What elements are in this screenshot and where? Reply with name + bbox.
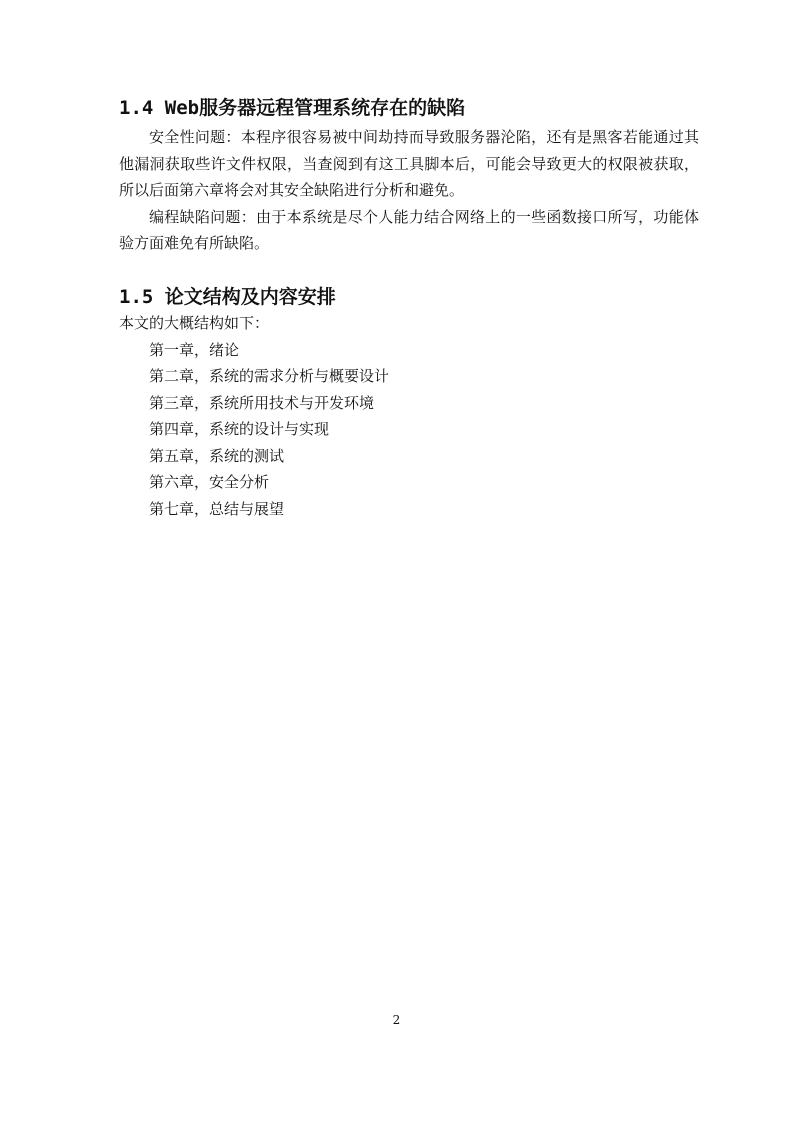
section-1-4 <box>119 95 699 257</box>
chapter-item: 第七章，总结与展望 <box>149 499 285 518</box>
paragraph-security-issue: 安全性问题：本程序很容易被中间劫持而导致服务器沦陷，还有是黑客若能通过其他漏洞获取些许文件权限，当查阅到有这工具脚本后，可能会导致更大的权限被获取，所以后面第六章将会对其安全缺陷进行分析和避免。 <box>119 128 699 199</box>
chapter-item: 第五章，系统的测试 <box>149 446 285 465</box>
section-1-5 <box>119 284 699 522</box>
chapter-item: 第三章，系统所用技术与开发环境 <box>149 393 375 412</box>
chapter-item: 第一章，绪论 <box>149 340 240 359</box>
paragraph-programming-defects: 编程缺陷问题：由于本系统是尽个人能力结合网络上的一些函数接口所写，功能体验方面难免有所缺陷。 <box>119 207 699 252</box>
chapter-item: 第六章，安全分析 <box>149 473 270 491</box>
chapter-item: 第四章，系统的设计与实现 <box>149 420 330 438</box>
page-number: 2 <box>392 1013 401 1027</box>
chapter-item: 第二章，系统的需求分析与概要设计 <box>149 367 390 385</box>
structure-intro: 本文的大概结构如下： <box>119 314 270 332</box>
chapter-list <box>119 337 699 523</box>
section-heading: 1.5 论文结构及内容安排 <box>119 286 336 308</box>
section-heading: 1.4 Web服务器远程管理系统存在的缺陷 <box>119 97 466 119</box>
